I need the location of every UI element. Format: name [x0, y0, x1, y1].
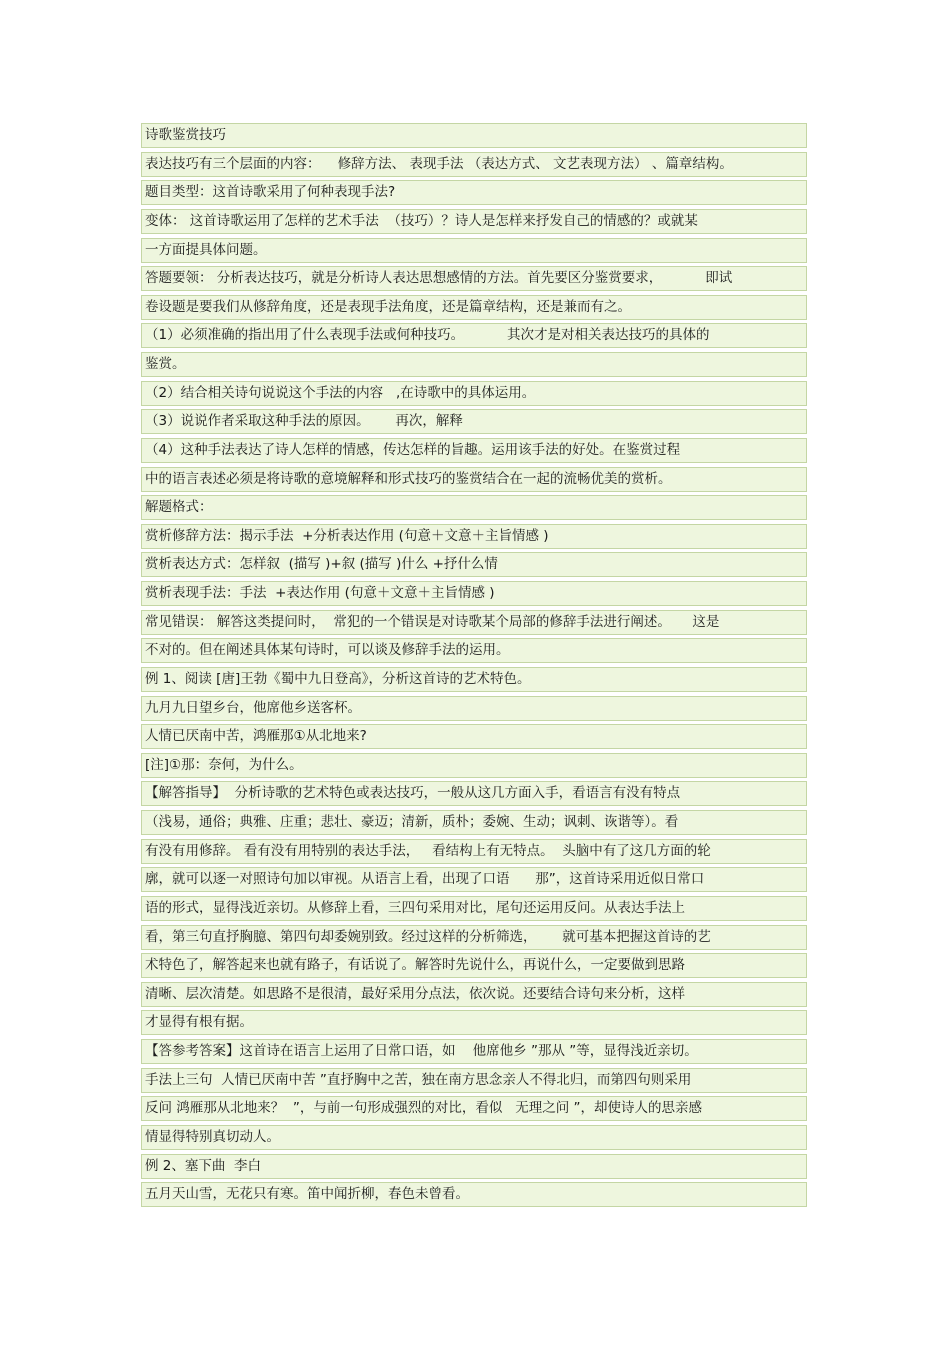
- doc-line: 【答参考答案】这首诗在语言上运用了日常口语，如 他席他乡 ”那从 ”等，显得浅近亲切。: [141, 1039, 807, 1064]
- doc-line: 解题格式：: [141, 495, 807, 520]
- doc-line: 例 2、塞下曲 李白: [141, 1154, 807, 1179]
- doc-line: 赏析表现手法：手法 +表达作用 (句意＋文意＋主旨情感 ): [141, 581, 807, 606]
- doc-line: 才显得有根有据。: [141, 1010, 807, 1035]
- doc-line: 手法上三句 人情已厌南中苦 ”直抒胸中之苦，独在南方思念亲人不得北归，而第四句则采用: [141, 1068, 807, 1093]
- doc-line: 答题要领： 分析表达技巧，就是分析诗人表达思想感情的方法。首先要区分鉴赏要求， 即试: [141, 266, 807, 291]
- doc-line: （4）这种手法表达了诗人怎样的情感，传达怎样的旨趣。运用该手法的好处。在鉴赏过程: [141, 438, 807, 463]
- doc-line: 情显得特别真切动人。: [141, 1125, 807, 1150]
- doc-line: 赏析修辞方法：揭示手法 +分析表达作用 (句意＋文意＋主旨情感 ): [141, 524, 807, 549]
- doc-line: （1）必须准确的指出用了什么表现手法或何种技巧。 其次才是对相关表达技巧的具体的: [141, 323, 807, 348]
- doc-line: 廓，就可以逐一对照诗句加以审视。从语言上看，出现了口语 那”，这首诗采用近似日常口: [141, 867, 807, 892]
- doc-line: 【解答指导】 分析诗歌的艺术特色或表达技巧，一般从这几方面入手，看语言有没有特点: [141, 781, 807, 806]
- doc-line: 一方面提具体问题。: [141, 238, 807, 263]
- doc-line: 鉴赏。: [141, 352, 807, 377]
- doc-line: 常见错误： 解答这类提问时， 常犯的一个错误是对诗歌某个局部的修辞手法进行阐述。 这是: [141, 610, 807, 635]
- doc-line: 语的形式，显得浅近亲切。从修辞上看，三四句采用对比，尾句还运用反问。从表达手法上: [141, 896, 807, 921]
- doc-line: 反问 鸿雁那从北地来？ ”，与前一句形成强烈的对比，看似 无理之问 ”，却使诗人的思亲感: [141, 1096, 807, 1121]
- doc-line: [注]①那：奈何，为什么。: [141, 753, 807, 778]
- doc-line: 赏析表达方式：怎样叙 (描写 )+叙 (描写 )什么 +抒什么情: [141, 552, 807, 577]
- doc-line: 术特色了，解答起来也就有路子，有话说了。解答时先说什么，再说什么，一定要做到思路: [141, 953, 807, 978]
- doc-line: 例 1、阅读 [唐]王勃《蜀中九日登高》，分析这首诗的艺术特色。: [141, 667, 807, 692]
- document-body: [141, 123, 807, 1211]
- doc-line: 有没有用修辞。 看有没有用特别的表达手法， 看结构上有无特点。 头脑中有了这几方面的轮: [141, 839, 807, 864]
- doc-line: 表达技巧有三个层面的内容： 修辞方法、 表现手法 （表达方式、 文艺表现方法） 、篇章结构。: [141, 152, 807, 177]
- doc-line: 不对的。但在阐述具体某句诗时，可以谈及修辞手法的运用。: [141, 638, 807, 663]
- doc-line: 五月天山雪，无花只有寒。笛中闻折柳，春色未曾看。: [141, 1182, 807, 1207]
- doc-line: 清晰、层次清楚。如思路不是很清，最好采用分点法，依次说。还要结合诗句来分析，这样: [141, 982, 807, 1007]
- doc-line: 题目类型：这首诗歌采用了何种表现手法?: [141, 180, 807, 205]
- doc-line: 诗歌鉴赏技巧: [141, 123, 807, 148]
- doc-line: （浅易，通俗；典雅、庄重；悲壮、豪迈；清新，质朴；委婉、生动；讽刺、诙谐等）。看: [141, 810, 807, 835]
- doc-line: 九月九日望乡台，他席他乡送客杯。: [141, 696, 807, 721]
- doc-line: （3）说说作者采取这种手法的原因。 再次，解释: [141, 409, 807, 434]
- doc-line: 变体： 这首诗歌运用了怎样的艺术手法 （技巧）？诗人是怎样来抒发自己的情感的？或就某: [141, 209, 807, 234]
- doc-line: 人情已厌南中苦，鸿雁那①从北地来?: [141, 724, 807, 749]
- doc-line: 看，第三句直抒胸臆、第四句却委婉别致。经过这样的分析筛选， 就可基本把握这首诗的艺: [141, 925, 807, 950]
- doc-line: （2）结合相关诗句说说这个手法的内容 ,在诗歌中的具体运用。: [141, 381, 807, 406]
- doc-line: 卷设题是要我们从修辞角度，还是表现手法角度，还是篇章结构，还是兼而有之。: [141, 295, 807, 320]
- doc-line: 中的语言表述必须是将诗歌的意境解释和形式技巧的鉴赏结合在一起的流畅优美的赏析。: [141, 467, 807, 492]
